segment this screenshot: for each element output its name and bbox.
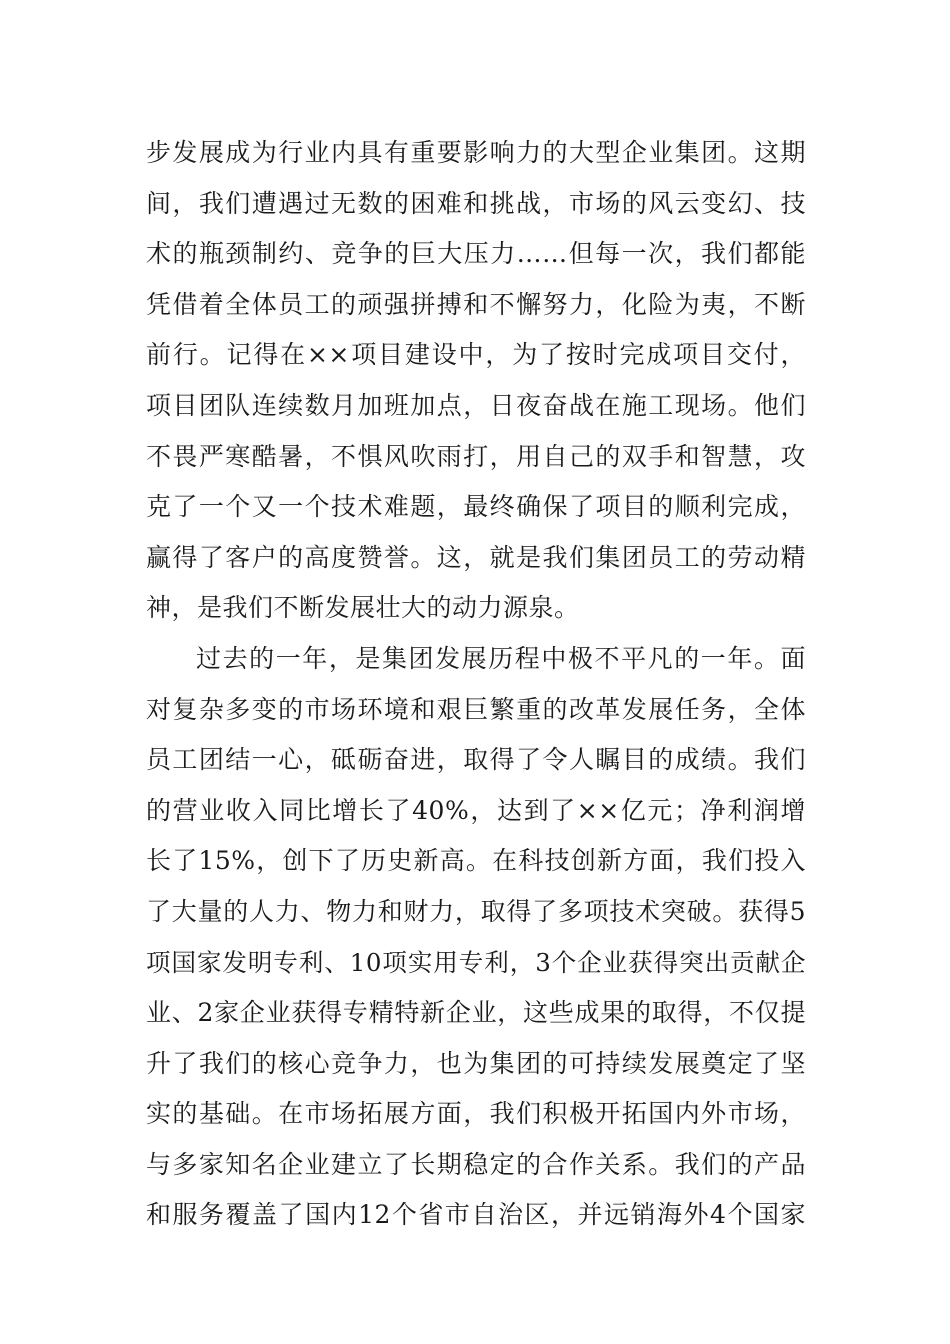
text-line: 员工团结一心，砥砺奋进，取得了令人瞩目的成绩。我们 xyxy=(146,745,806,775)
text-line: 对复杂多变的市场环境和艰巨繁重的改革发展任务，全体 xyxy=(146,694,806,724)
text-line: 克了一个又一个技术难题，最终确保了项目的顺利完成， xyxy=(146,492,806,522)
text-line: 实的基础。在市场拓展方面，我们积极开拓国内外市场， xyxy=(146,1099,806,1129)
text-line: 赢得了客户的高度赞誉。这，就是我们集团员工的劳动精 xyxy=(146,542,806,572)
text-line: 不畏严寒酷暑，不惧风吹雨打，用自己的双手和智慧，攻 xyxy=(146,441,806,471)
text-line: 术的瓶颈制约、竞争的巨大压力……但每一次，我们都能 xyxy=(146,239,806,269)
document-body xyxy=(146,128,806,1241)
text-line: 和服务覆盖了国内12个省市自治区，并远销海外4个国家 xyxy=(146,1200,806,1230)
text-line: 凭借着全体员工的顽强拼搏和不懈努力，化险为夷，不断 xyxy=(146,289,806,319)
text-line: 项目团队连续数月加班加点，日夜奋战在施工现场。他们 xyxy=(146,390,806,420)
text-line: 升了我们的核心竞争力，也为集团的可持续发展奠定了坚 xyxy=(146,1048,806,1078)
text-line: 项国家发明专利、10项实用专利，3个企业获得突出贡献企 xyxy=(146,947,806,977)
text-line: 神，是我们不断发展壮大的动力源泉。 xyxy=(146,593,580,623)
text-line: 前行。记得在××项目建设中，为了按时完成项目交付， xyxy=(146,340,806,370)
text-line: 过去的一年，是集团发展历程中极不平凡的一年。面 xyxy=(196,643,806,673)
text-line: 业、2家企业获得专精特新企业，这些成果的取得，不仅提 xyxy=(146,998,806,1028)
text-line: 步发展成为行业内具有重要影响力的大型企业集团。这期 xyxy=(146,138,806,167)
text-line: 长了15%，创下了历史新高。在科技创新方面，我们投入 xyxy=(146,846,806,876)
text-line: 与多家知名企业建立了长期稳定的合作关系。我们的产品 xyxy=(146,1149,806,1179)
text-line: 间，我们遭遇过无数的困难和挑战，市场的风云变幻、技 xyxy=(146,188,806,218)
text-line: 了大量的人力、物力和财力，取得了多项技术突破。获得5 xyxy=(146,896,806,926)
text-line: 的营业收入同比增长了40%，达到了××亿元；净利润增 xyxy=(146,795,806,825)
